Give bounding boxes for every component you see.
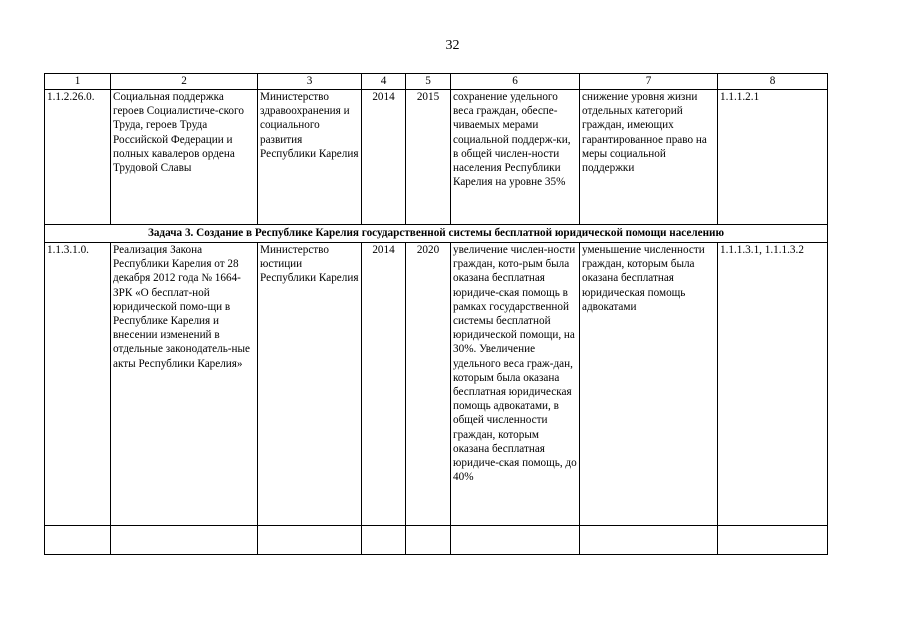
measure-result: уменьшение численности граждан, которым была оказана бесплатная юридическая помощь адвокатами — [580, 243, 718, 526]
empty-cell — [362, 526, 406, 555]
empty-cell — [111, 526, 258, 555]
measure-indicator: увеличение числен-ности граждан, кото-рым была оказана бесплатная юридиче-ская помощь в рамках государственной системы бесплатной юридической помощи, на 30%. Увеличение удельного веса граж-дан, которым была оказана бесплатная юридическая помощь адвокатами, в общей численности граждан, которым оказана бесплатная юридиче-ская помощь, до 40% — [451, 243, 580, 526]
measure-code: 1.1.3.1.0. — [45, 243, 111, 526]
table-row-continuation — [45, 526, 828, 555]
empty-cell — [580, 526, 718, 555]
empty-cell — [718, 526, 828, 555]
table-row — [45, 90, 828, 225]
empty-cell — [451, 526, 580, 555]
task-heading: Задача 3. Создание в Республике Карелия государственной системы бесплатной юридической помощи населению — [45, 225, 828, 243]
measure-executor: Министерство здравоохранения и социального развития Республики Карелия — [258, 90, 362, 225]
measure-year-start: 2014 — [362, 90, 406, 225]
measure-executor: Министерство юстиции Республики Карелия — [258, 243, 362, 526]
measure-indicator: сохранение удельного веса граждан, обеспе-чиваемых мерами социальной поддерж-ки, в общей числен-ности населения Республики Карелия на уровне 35% — [451, 90, 580, 225]
page-number: 32 — [445, 38, 460, 53]
measure-name: Социальная поддержка героев Социалистиче-ского Труда, героев Труда Российской Федерации и полных кавалеров ордена Трудовой Славы — [111, 90, 258, 225]
column-number: 4 — [362, 74, 406, 90]
column-number: 2 — [111, 74, 258, 90]
measure-year-end: 2020 — [406, 243, 451, 526]
measure-year-start: 2014 — [362, 243, 406, 526]
measure-year-end: 2015 — [406, 90, 451, 225]
measures-table — [44, 73, 828, 555]
column-number: 3 — [258, 74, 362, 90]
column-number: 6 — [451, 74, 580, 90]
table-row — [45, 243, 828, 526]
column-number: 1 — [45, 74, 111, 90]
column-number: 5 — [406, 74, 451, 90]
empty-cell — [406, 526, 451, 555]
empty-cell — [45, 526, 111, 555]
column-number: 7 — [580, 74, 718, 90]
table-header-row — [45, 74, 828, 90]
measure-name: Реализация Закона Республики Карелия от 28 декабря 2012 года № 1664-ЗРК «О бесплат-ной юридической помо-щи в Республике Карелия и внесении изменений в отдельные законодатель-ные акты Республики Карелия» — [111, 243, 258, 526]
task-heading-row — [45, 225, 828, 243]
measure-link: 1.1.1.2.1 — [718, 90, 828, 225]
measure-code: 1.1.2.26.0. — [45, 90, 111, 225]
measure-result: снижение уровня жизни отдельных категорий граждан, имеющих гарантированное право на меры социальной поддержки — [580, 90, 718, 225]
column-number: 8 — [718, 74, 828, 90]
measure-link: 1.1.1.3.1, 1.1.1.3.2 — [718, 243, 828, 526]
empty-cell — [258, 526, 362, 555]
